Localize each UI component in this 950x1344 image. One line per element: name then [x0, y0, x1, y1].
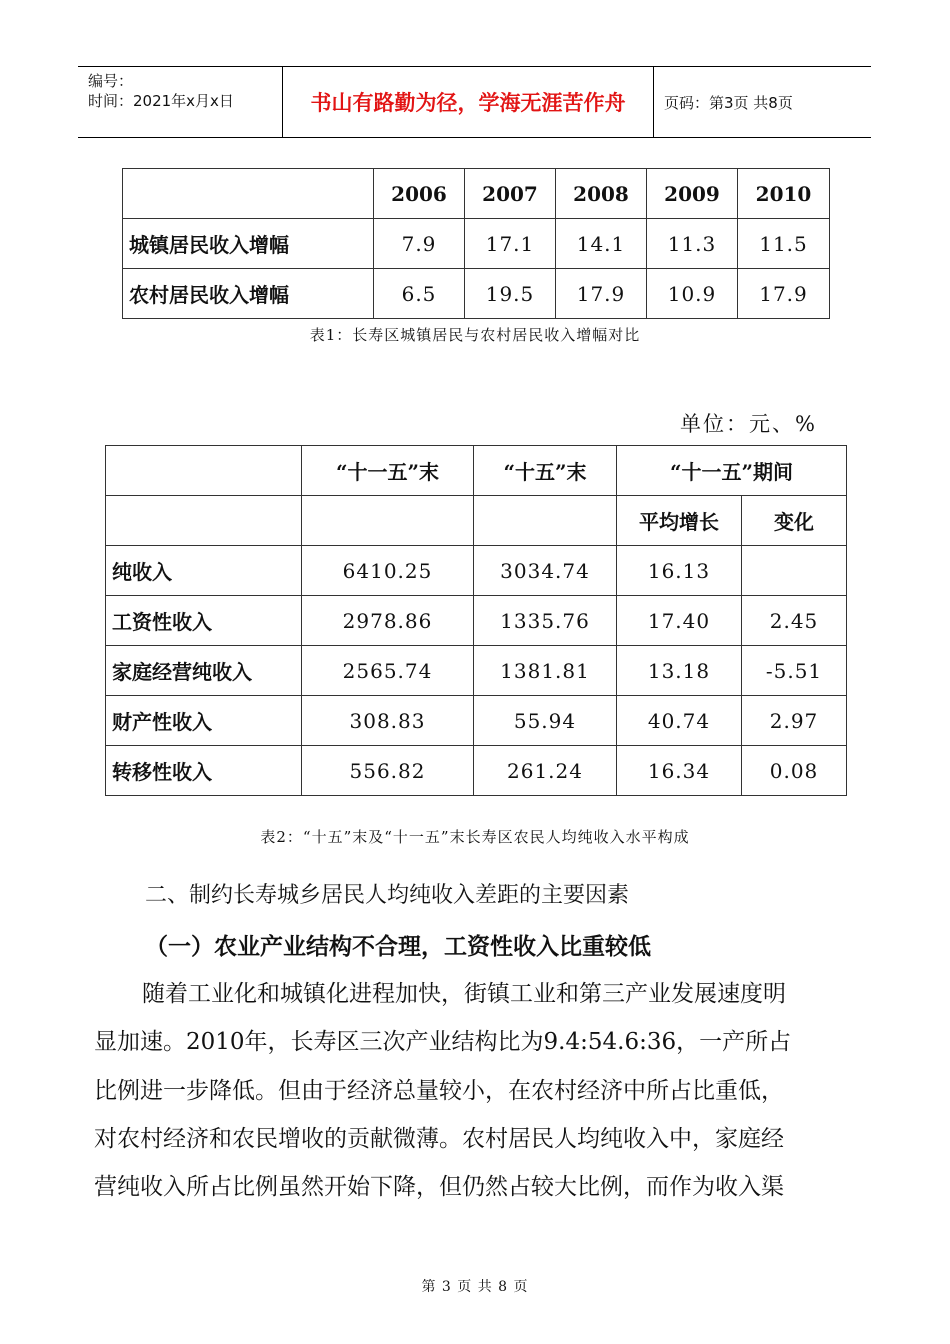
row-label: 纯收入: [106, 546, 302, 596]
table-cell: 1335.76: [474, 596, 617, 646]
row-label: 城镇居民收入增幅: [123, 219, 374, 269]
table-row: [123, 219, 830, 269]
row-label: 农村居民收入增幅: [123, 269, 374, 319]
column-header: “十五”末: [474, 446, 617, 496]
table-cell: 261.24: [474, 746, 617, 796]
period-header: “十一五”期间: [617, 446, 847, 496]
table-cell: 17.9: [738, 269, 830, 319]
avg-growth-header: 平均增长: [617, 496, 742, 546]
table-cell: 14.1: [556, 219, 647, 269]
subsection-heading: （一）农业产业结构不合理，工资性收入比重较低: [145, 933, 651, 960]
table-cell: 2.97: [742, 696, 847, 746]
table2-caption: 表2：“十五”末及“十一五”末长寿区农民人均纯收入水平构成: [260, 828, 690, 846]
table-header-row: [123, 169, 830, 219]
body-paragraph: [94, 970, 862, 1211]
table-cell: 13.18: [617, 646, 742, 696]
row-label: 家庭经营纯收入: [106, 646, 302, 696]
table-corner-cell: [123, 169, 374, 219]
header-motto: 书山有路勤为径，学海无涯苦作舟: [310, 91, 626, 115]
income-growth-table: [122, 168, 830, 319]
header-meta-cell: [78, 67, 283, 137]
column-header: “十一五”末: [302, 446, 474, 496]
table-header-row: [106, 446, 847, 496]
table1-caption: 表1：长寿区城镇居民与农村居民收入增幅对比: [309, 326, 641, 344]
rural-income-composition-table: [105, 445, 847, 796]
table-cell: 10.9: [647, 269, 738, 319]
table-cell: 19.5: [465, 269, 556, 319]
document-number-label: 编号：: [88, 72, 134, 90]
table-row: [106, 746, 847, 796]
table-cell: 556.82: [302, 746, 474, 796]
table-subheader-row: [106, 496, 847, 546]
table-cell: 0.08: [742, 746, 847, 796]
empty-cell: [474, 496, 617, 546]
row-label: 工资性收入: [106, 596, 302, 646]
table-row: [106, 696, 847, 746]
table-cell: 17.1: [465, 219, 556, 269]
empty-cell: [302, 496, 474, 546]
table-row: [123, 269, 830, 319]
year-header: 2009: [647, 169, 738, 219]
page-header: [78, 66, 871, 138]
year-header: 2006: [374, 169, 465, 219]
table-cell: 2565.74: [302, 646, 474, 696]
table-corner-cell: [106, 446, 302, 496]
paragraph-line: 营纯收入所占比例虽然开始下降，但仍然占较大比例，而作为收入渠: [94, 1174, 784, 1201]
empty-cell: [106, 496, 302, 546]
header-motto-cell: [283, 67, 654, 137]
row-label: 财产性收入: [106, 696, 302, 746]
document-time-label: 时间：2021年x月x日: [88, 92, 234, 110]
table-cell: 2978.86: [302, 596, 474, 646]
table-row: [106, 546, 847, 596]
header-page-info: 页码：第3页 共8页: [664, 94, 793, 112]
page-footer: 第 3 页 共 8 页: [421, 1279, 529, 1295]
header-page-cell: [654, 67, 871, 137]
section-heading: 二、制约长寿城乡居民人均纯收入差距的主要因素: [145, 883, 630, 908]
table-cell: 40.74: [617, 696, 742, 746]
unit-label: 单位：元、%: [680, 412, 817, 436]
table-row: [106, 646, 847, 696]
table-cell: 6410.25: [302, 546, 474, 596]
paragraph-line: 随着工业化和城镇化进程加快，街镇工业和第三产业发展速度明: [142, 981, 786, 1007]
table-cell: 308.83: [302, 696, 474, 746]
table-cell: -5.51: [742, 646, 847, 696]
paragraph-line: 显加速。2010年，长寿区三次产业结构比为9.4:54.6:36，一产所占: [94, 1029, 792, 1056]
table-cell: 17.9: [556, 269, 647, 319]
paragraph-line: 对农村经济和农民增收的贡献微薄。农村居民人均纯收入中，家庭经: [94, 1125, 784, 1152]
table-cell: 11.3: [647, 219, 738, 269]
table-cell: 16.34: [617, 746, 742, 796]
year-header: 2007: [465, 169, 556, 219]
row-label: 转移性收入: [106, 746, 302, 796]
year-header: 2010: [738, 169, 830, 219]
table-cell: [742, 546, 847, 596]
table-cell: 6.5: [374, 269, 465, 319]
table-cell: 55.94: [474, 696, 617, 746]
table-cell: 1381.81: [474, 646, 617, 696]
table-cell: 2.45: [742, 596, 847, 646]
table-cell: 7.9: [374, 219, 465, 269]
paragraph-line: 比例进一步降低。但由于经济总量较小，在农村经济中所占比重低，: [94, 1077, 784, 1104]
change-header: 变化: [742, 496, 847, 546]
table-row: [106, 596, 847, 646]
table-cell: 11.5: [738, 219, 830, 269]
year-header: 2008: [556, 169, 647, 219]
table-cell: 17.40: [617, 596, 742, 646]
table-cell: 16.13: [617, 546, 742, 596]
table-cell: 3034.74: [474, 546, 617, 596]
